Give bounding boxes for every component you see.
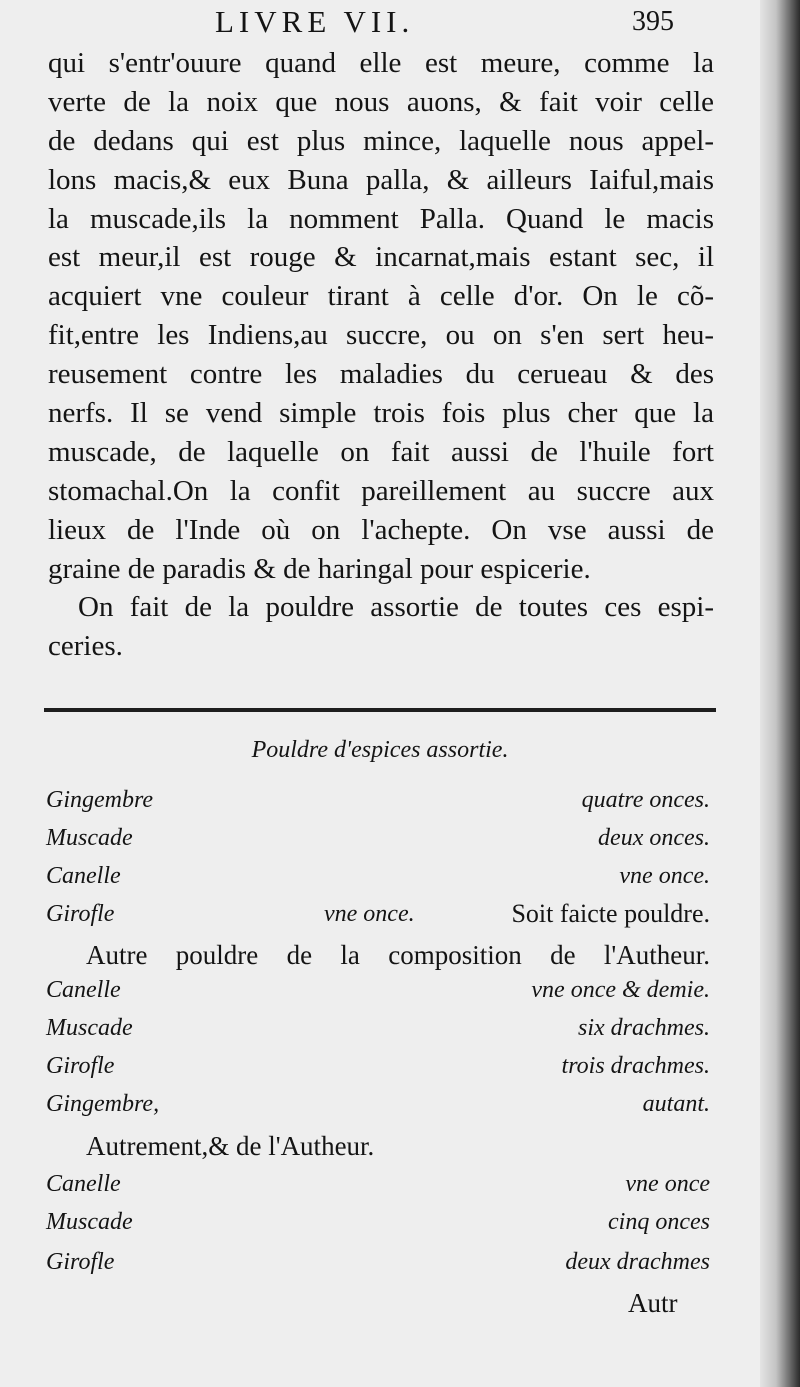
recipe-title: Pouldre d'espices assortie. <box>251 737 509 763</box>
recipe-row <box>46 1204 710 1240</box>
text-line: lieux de l'Inde où on l'achepte. On vse aussi de <box>48 513 714 546</box>
closing-line: ceries. <box>48 630 123 663</box>
recipe-row <box>46 782 710 818</box>
ingredient: Muscade <box>46 1015 133 1041</box>
ingredient: Canelle <box>46 977 121 1003</box>
recipe-title: Autrement,& de l'Autheur. <box>86 1131 375 1161</box>
text-line: lons macis,& eux Buna palla, & ailleurs Iaiful,mais <box>48 163 714 196</box>
quantity: autant. <box>642 1091 710 1117</box>
ingredient: Girofle <box>46 1249 115 1275</box>
text-line: qui s'entr'ouure quand elle est meure, comme la <box>48 47 714 79</box>
quantity: quatre onces. <box>581 787 710 813</box>
quantity: vne once. <box>619 863 710 889</box>
text-line: acquiert vne couleur tirant à celle d'or. On le cõ- <box>48 280 714 313</box>
quantity: vne once. <box>324 901 415 927</box>
quantity: six drachmes. <box>578 1015 710 1041</box>
text-line: est meur,il est rouge & incarnat,mais estant sec, il <box>48 241 714 274</box>
text-line: la muscade,ils la nomment Palla. Quand le macis <box>48 202 714 235</box>
quantity: vne once & demie. <box>531 977 710 1003</box>
quantity: deux drachmes <box>565 1249 710 1275</box>
catchword: Autr <box>628 1288 678 1318</box>
text-line: stomachal.On la confit pareillement au succre aux <box>48 474 714 507</box>
text-line: fit,entre les Indiens,au succre, ou on s'en sert heu- <box>48 319 714 352</box>
text-line: reusement contre les maladies du cerueau & des <box>48 358 714 391</box>
instruction: Soit faicte pouldre. <box>511 899 710 928</box>
quantity: vne once <box>625 1171 710 1197</box>
text-line: verte de la noix que nous auons, & fait voir celle <box>48 85 714 118</box>
text-line: nerfs. Il se vend simple trois fois plus cher que la <box>48 397 714 430</box>
running-title: LIVRE VII. <box>215 4 415 39</box>
recipe-title: Autre pouldre de la composition de l'Autheur. <box>86 940 710 970</box>
recipe-row <box>46 820 710 856</box>
ingredient: Canelle <box>46 1171 121 1197</box>
ingredient: Muscade <box>46 825 133 851</box>
closing-line: On fait de la pouldre assortie de toutes ces espi- <box>78 591 714 624</box>
text-line: graine de paradis & de haringal pour espicerie. <box>48 552 591 585</box>
page-header <box>0 4 760 40</box>
section-divider <box>44 708 716 712</box>
quantity: trois drachmes. <box>561 1053 710 1079</box>
text-line: de dedans qui est plus mince, laquelle nous appel- <box>48 124 714 157</box>
ingredient: Girofle <box>46 901 115 927</box>
page-number: 395 <box>632 6 674 37</box>
quantity: cinq onces <box>608 1209 710 1235</box>
ingredient: Gingembre <box>46 787 154 813</box>
ingredient: Muscade <box>46 1209 133 1235</box>
ingredient: Gingembre, <box>46 1091 160 1117</box>
recipe-row <box>46 896 710 932</box>
recipe-row <box>46 972 710 1008</box>
recipe-row <box>46 1048 710 1084</box>
recipe-row <box>46 1244 710 1280</box>
page-edge-shadow <box>760 0 800 1387</box>
ingredient: Girofle <box>46 1053 115 1079</box>
recipe-row <box>46 1086 710 1122</box>
recipe-row <box>46 1010 710 1046</box>
ingredient: Canelle <box>46 863 121 889</box>
recipe-row <box>46 1166 710 1202</box>
recipe-row <box>46 858 710 894</box>
main-paragraph <box>48 44 714 666</box>
text-line: muscade, de laquelle on fait aussi de l'huile fort <box>48 435 714 468</box>
quantity: deux onces. <box>598 825 710 851</box>
